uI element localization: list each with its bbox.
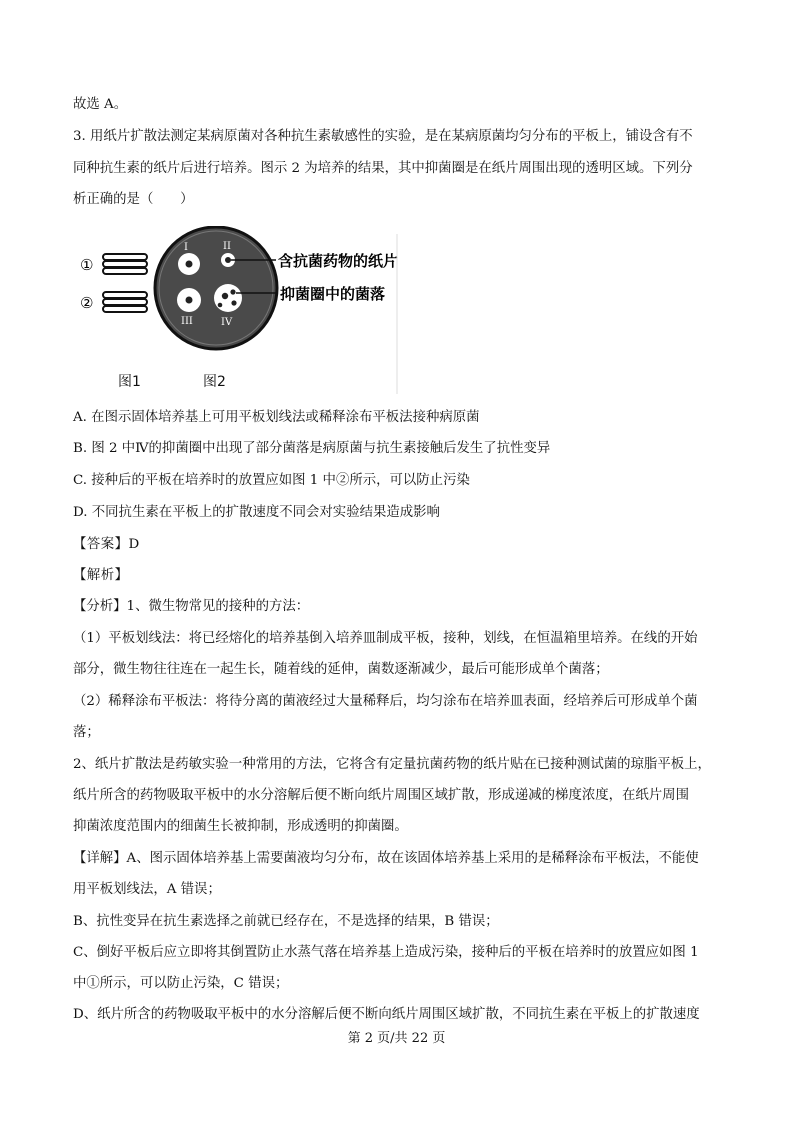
option-c: C. 接种后的平板在培养时的放置应如图 1 中②所示，可以防止污染 <box>73 473 470 488</box>
detail-line-1: 【详解】A、图示固体培养基上需要菌液均匀分布，故在该固体培养基上采用的是稀释涂布平板法，不能使 <box>73 851 699 866</box>
question-stem-line-3: 析正确的是（ ） <box>73 192 194 207</box>
antibiotic-disc-1 <box>186 261 193 268</box>
inhibition-zone-4 <box>214 284 242 312</box>
analysis-line-8: 抑菌浓度范围内的细菌生长被抑制，形成透明的抑菌圈。 <box>73 819 408 834</box>
prev-answer-line: 故选 A。 <box>73 97 128 112</box>
question-stem-line-1: 3. 用纸片扩散法测定某病原菌对各种抗生素敏感性的实验，是在某病原菌均匀分布的平板上，铺设含有不 <box>73 129 693 144</box>
antibiotic-disc-3 <box>186 297 193 304</box>
zone-label-1: I <box>184 242 188 253</box>
antibiotic-disc-4 <box>222 293 228 299</box>
dish-label-1: ① <box>80 256 94 274</box>
detail-line-6: D、纸片所含的药物吸取平板中的水分溶解后便不断向纸片周围区域扩散，不同抗生素在平板上的扩散速度 <box>73 1007 700 1022</box>
antibiotic-disc-2 <box>225 257 231 263</box>
detail-line-5: 中①所示，可以防止污染，C 错误； <box>73 976 289 991</box>
analysis-line-6: 2、纸片扩散法是药敏实验一种常用的方法，它将含有定量抗菌药物的纸片贴在已接种测试菌的琼脂平板上， <box>73 757 711 772</box>
callout-disc-label: 含抗菌药物的纸片 <box>278 252 399 270</box>
colony-dot <box>230 289 235 294</box>
figure1-dish-inverted <box>103 292 147 312</box>
page-footer: 第 2 页/共 22 页 <box>347 1031 446 1046</box>
callout-colony-label: 抑菌圈中的菌落 <box>280 285 386 303</box>
analysis-line-5: 落； <box>73 725 100 740</box>
answer-line: 【答案】D <box>73 537 140 552</box>
analysis-line-4: （2）稀释涂布平板法：将待分离的菌液经过大量稀释后，均匀涂布在培养皿表面，经培养后可形成单个菌 <box>73 694 698 709</box>
figure2-caption: 图2 <box>203 374 226 390</box>
detail-line-3: B、抗性变异在抗生素选择之前就已经存在，不是选择的结果，B 错误； <box>73 914 499 929</box>
detail-line-2: 用平板划线法，A 错误； <box>73 882 221 897</box>
analysis-line-3: 部分，微生物往往连在一起生长，随着线的延伸，菌数逐渐减少，最后可能形成单个菌落； <box>73 662 609 677</box>
analysis-line-1: 【分析】1、微生物常见的接种的方法： <box>73 599 310 614</box>
zone-label-4: IV <box>221 317 233 328</box>
option-a: A. 在图示固体培养基上可用平板划线法或稀释涂布平板法接种病原菌 <box>73 410 480 425</box>
analysis-tag: 【解析】 <box>73 568 129 583</box>
colony-dot <box>231 300 236 305</box>
figure1-dish-upright <box>103 254 147 274</box>
petri-dish-plate <box>155 227 277 349</box>
question-stem-line-2: 同种抗生素的纸片后进行培养。图示 2 为培养的结果，其中抑菌圈是在纸片周围出现的透明区域。下列分 <box>73 161 693 176</box>
zone-label-3: III <box>181 316 193 327</box>
detail-line-4: C、倒好平板后应立即将其倒置防止水蒸气落在培养基上造成污染，接种后的平板在培养时的放置应如图 1 <box>73 945 699 960</box>
analysis-line-2: （1）平板划线法：将已经熔化的培养基倒入培养皿制成平板，接种，划线，在恒温箱里培养。在线的开始 <box>73 631 698 646</box>
dish-label-2: ② <box>80 294 94 312</box>
colony-dot <box>218 303 223 308</box>
option-b: B. 图 2 中Ⅳ的抑菌圈中出现了部分菌落是病原菌与抗生素接触后发生了抗性变异 <box>73 441 551 456</box>
zone-label-2: II <box>223 241 231 252</box>
analysis-line-7: 纸片所含的药物吸取平板中的水分溶解后便不断向纸片周围区域扩散，形成递减的梯度浓度，在纸片周围 <box>73 788 689 803</box>
option-d: D. 不同抗生素在平板上的扩散速度不同会对实验结果造成影响 <box>73 505 440 520</box>
figure1-caption: 图1 <box>118 374 141 390</box>
